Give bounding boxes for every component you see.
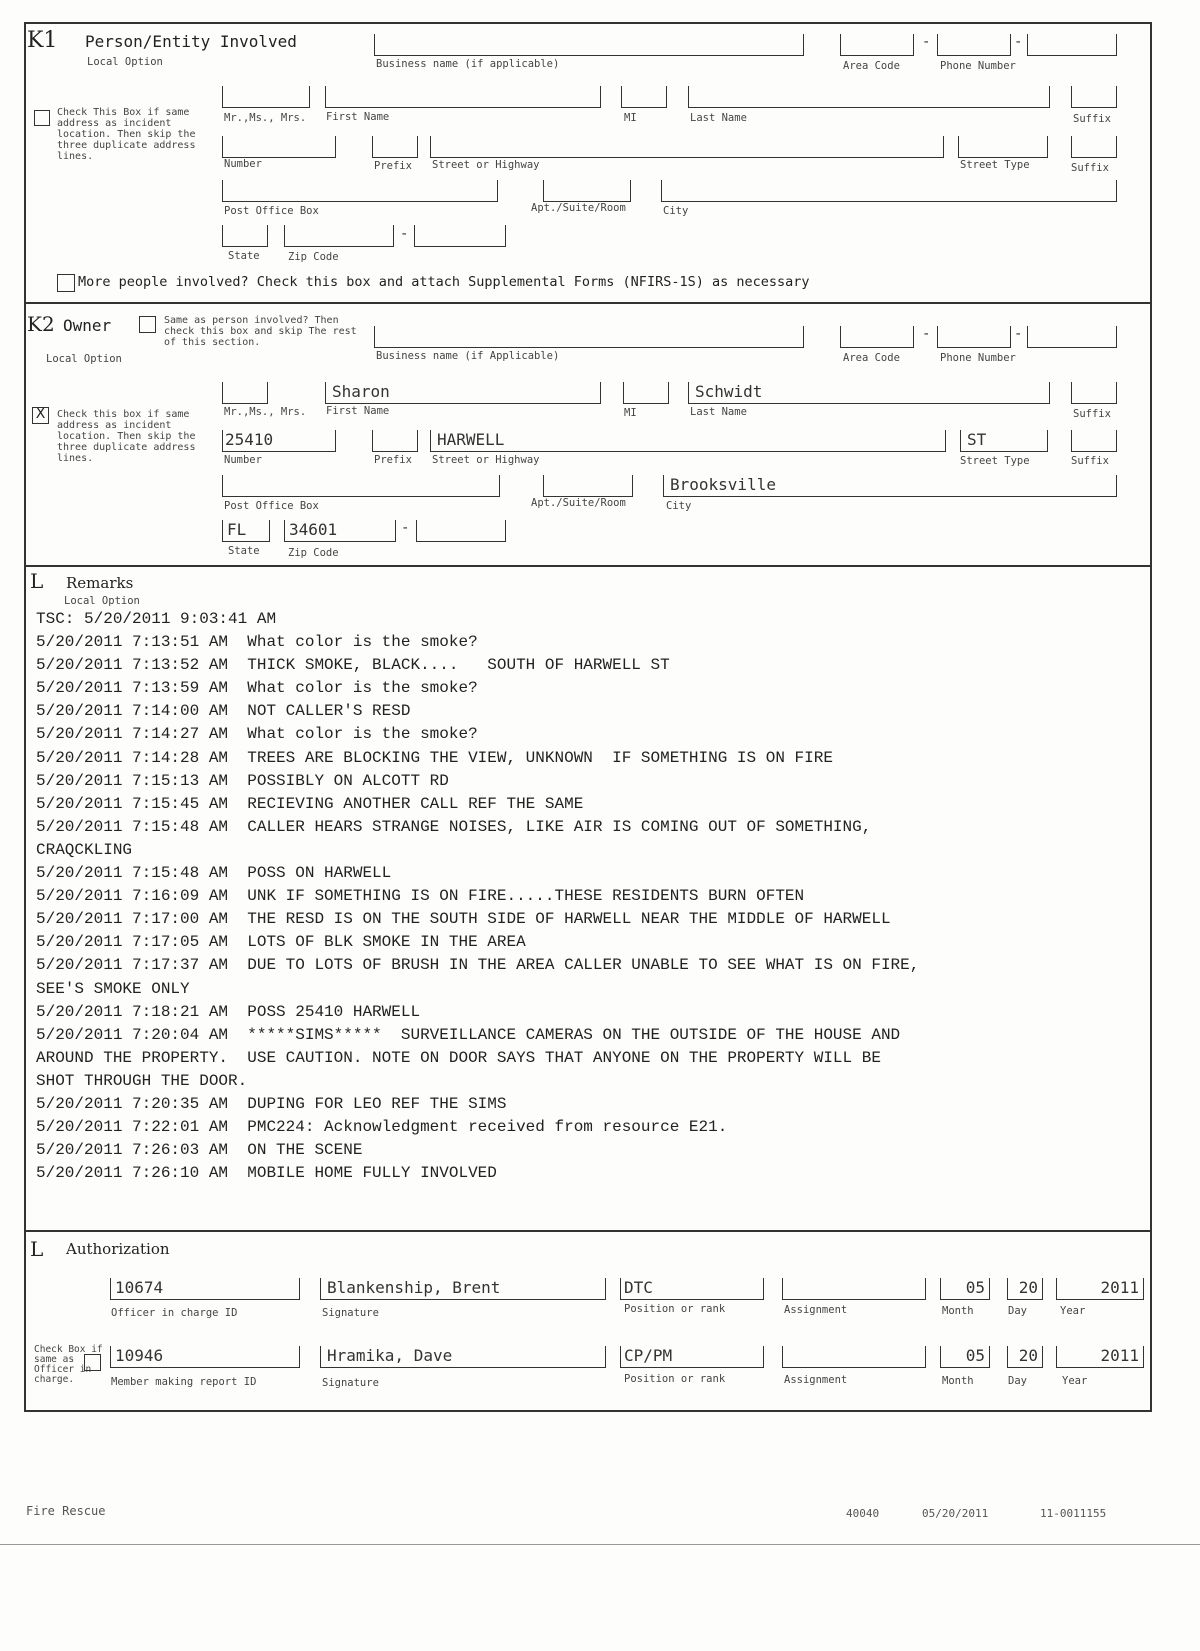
- k1-suffix-label: Suffix: [1073, 113, 1111, 125]
- member-id-field[interactable]: [110, 1346, 300, 1368]
- member-position-value: CP/PM: [624, 1346, 673, 1365]
- officer-signature-value: Blankenship, Brent: [327, 1278, 501, 1297]
- k1-state-field[interactable]: [222, 225, 268, 247]
- page-bottom-edge: [0, 1544, 1200, 1545]
- member-month-field[interactable]: [940, 1346, 990, 1368]
- k2-state-value: FL: [227, 520, 247, 539]
- k1-phone-dash-2: -: [1014, 34, 1023, 50]
- same-as-officer-checkbox[interactable]: [84, 1354, 101, 1371]
- k1-street-type-field[interactable]: [958, 136, 1048, 158]
- k1-same-address-label: Check This Box if same address as incident location. Then skip the three duplicate address lines.: [57, 107, 196, 162]
- k1-street-field[interactable]: [430, 136, 944, 158]
- k2-city-value: Brooksville: [670, 475, 776, 494]
- officer-year-field[interactable]: [1056, 1278, 1144, 1300]
- k1-last-name-field[interactable]: [688, 86, 1050, 108]
- k1-same-address-checkbox[interactable]: [34, 110, 50, 126]
- remark-line: 5/20/2011 7:17:00 AM THE RESD IS ON THE SOUTH SIDE OF HARWELL NEAR THE MIDDLE OF HARWELL: [36, 910, 891, 929]
- remarks-section-id: L: [30, 569, 44, 593]
- k1-zip-field[interactable]: [284, 225, 394, 247]
- member-year-value: 2011: [1100, 1346, 1139, 1365]
- member-assignment-field[interactable]: [782, 1346, 926, 1368]
- k2-first-name-label: First Name: [326, 405, 390, 417]
- remark-line: 5/20/2011 7:15:45 AM RECIEVING ANOTHER CALL REF THE SAME: [36, 794, 584, 813]
- authorization-title: Authorization: [66, 1240, 170, 1258]
- officer-signature-label: Signature: [322, 1307, 379, 1319]
- k1-mi-field[interactable]: [621, 86, 667, 108]
- k1-last-name-label: Last Name: [690, 112, 747, 124]
- k2-number-value: 25410: [225, 430, 274, 449]
- k2-phone-dash-2: -: [1014, 326, 1023, 342]
- k1-mr-label: Mr.,Ms., Mrs.: [224, 112, 307, 124]
- remarks-divider: [24, 565, 1152, 567]
- k2-street-value: HARWELL: [437, 430, 505, 449]
- k1-street-label: Street or Highway: [432, 159, 540, 171]
- k2-business-name-label: Business name (if Applicable): [376, 350, 560, 362]
- k2-same-address-checkbox[interactable]: X: [32, 407, 49, 424]
- officer-month-label: Month: [942, 1305, 974, 1317]
- officer-day-field[interactable]: [1007, 1278, 1043, 1300]
- officer-assignment-field[interactable]: [782, 1278, 926, 1300]
- k1-apt-field[interactable]: [543, 180, 631, 202]
- k1-po-box-label: Post Office Box: [224, 205, 319, 217]
- authorization-section-id: L: [30, 1237, 44, 1261]
- remark-line: 5/20/2011 7:16:09 AM UNK IF SOMETHING IS ON FIRE.....THESE RESIDENTS BURN OFTEN: [36, 887, 805, 906]
- k2-prefix-label: Prefix: [374, 454, 412, 466]
- remark-line: SEE'S SMOKE ONLY: [36, 979, 190, 998]
- member-position-label: Position or rank: [624, 1373, 726, 1385]
- remark-line: 5/20/2011 7:13:51 AM What color is the smoke?: [36, 633, 478, 652]
- footer-date: 05/20/2011: [922, 1507, 989, 1520]
- k2-same-address-label: Check this box if same address as incident location. Then skip the three duplicate address lines.: [57, 409, 196, 464]
- remark-line: CRAQCKLING: [36, 840, 133, 859]
- k2-mi-label: MI: [624, 407, 637, 419]
- officer-id-value: 10674: [115, 1278, 164, 1297]
- remark-line: 5/20/2011 7:13:59 AM What color is the smoke?: [36, 679, 478, 698]
- k2-same-as-person-checkbox[interactable]: [139, 316, 156, 333]
- k2-mr-field[interactable]: [222, 382, 268, 404]
- member-id-value: 10946: [115, 1346, 164, 1365]
- officer-id-field[interactable]: [110, 1278, 300, 1300]
- k2-state-label: State: [228, 545, 260, 557]
- k1-street-type-label: Street Type: [960, 159, 1030, 171]
- k1-mr-field[interactable]: [222, 86, 310, 108]
- k2-last-name-value: Schwidt: [695, 382, 763, 401]
- footer-code: 40040: [846, 1507, 880, 1520]
- member-month-value: 05: [965, 1346, 985, 1365]
- k1-local-option: Local Option: [87, 56, 163, 68]
- k1-prefix-label: Prefix: [374, 160, 412, 172]
- remark-line: 5/20/2011 7:22:01 AM PMC224: Acknowledgment received from resource E21.: [36, 1118, 728, 1137]
- k2-city-label: City: [666, 500, 692, 512]
- k2-divider: [24, 302, 1152, 304]
- k1-city-label: City: [663, 205, 689, 217]
- k2-city-field[interactable]: [663, 475, 1117, 497]
- k1-business-name-field[interactable]: [374, 34, 804, 56]
- footer-incident-number: 11-0011155: [1040, 1507, 1107, 1520]
- officer-month-field[interactable]: [940, 1278, 990, 1300]
- officer-position-field[interactable]: [620, 1278, 764, 1300]
- k2-mr-label: Mr.,Ms., Mrs.: [224, 406, 307, 418]
- k1-suffix-field[interactable]: [1071, 86, 1117, 108]
- remark-line: 5/20/2011 7:15:48 AM POSS ON HARWELL: [36, 864, 392, 883]
- remark-line: AROUND THE PROPERTY. USE CAUTION. NOTE ON DOOR SAYS THAT ANYONE ON THE PROPERTY WILL BE: [36, 1048, 881, 1067]
- k2-suffix-label: Suffix: [1073, 408, 1111, 420]
- remark-line: 5/20/2011 7:17:05 AM LOTS OF BLK SMOKE IN THE AREA: [36, 933, 526, 952]
- officer-signature-field[interactable]: [320, 1278, 606, 1300]
- k2-zip-value: 34601: [289, 520, 338, 539]
- remarks-log: [36, 608, 1136, 1185]
- k1-more-people-checkbox[interactable]: [57, 274, 75, 292]
- k2-zip-label: Zip Code: [288, 547, 339, 559]
- k2-number-field[interactable]: [222, 430, 336, 452]
- k1-first-name-label: First Name: [326, 111, 390, 123]
- k1-phone-dash: -: [922, 34, 931, 50]
- k2-title: Owner: [63, 316, 112, 335]
- k2-local-option: Local Option: [46, 353, 122, 365]
- k1-area-code-label: Area Code: [843, 60, 900, 72]
- member-signature-field[interactable]: [320, 1346, 606, 1368]
- authorization-divider: [24, 1230, 1152, 1232]
- k2-phone-prefix-field[interactable]: [937, 326, 1011, 348]
- k2-first-name-field[interactable]: [325, 382, 601, 404]
- officer-position-value: DTC: [624, 1278, 653, 1297]
- k2-same-as-person-label: Same as person involved? Then check this box and skip The rest of this section.: [164, 315, 357, 348]
- k2-street-type-label: Street Type: [960, 455, 1030, 467]
- officer-day-label: Day: [1008, 1305, 1027, 1317]
- remark-line: SHOT THROUGH THE DOOR.: [36, 1071, 248, 1090]
- remark-line: 5/20/2011 7:26:03 AM ON THE SCENE: [36, 1141, 363, 1160]
- member-signature-label: Signature: [322, 1377, 379, 1389]
- k2-phone-line-field[interactable]: [1027, 326, 1117, 348]
- k1-business-name-label: Business name (if applicable): [376, 58, 560, 70]
- k2-state-field[interactable]: [222, 520, 270, 542]
- remark-line: 5/20/2011 7:14:00 AM NOT CALLER'S RESD: [36, 702, 411, 721]
- remarks-local-option: Local Option: [64, 595, 140, 607]
- k2-business-name-field[interactable]: [374, 326, 804, 348]
- officer-month-value: 05: [965, 1278, 985, 1297]
- k2-area-code-field[interactable]: [840, 326, 914, 348]
- member-day-value: 20: [1018, 1346, 1038, 1365]
- k2-apt-field[interactable]: [543, 475, 633, 497]
- k2-phone-dash: -: [922, 326, 931, 342]
- k1-phone-label: Phone Number: [940, 60, 1016, 72]
- footer-department: Fire Rescue: [26, 1504, 106, 1518]
- k1-city-field[interactable]: [661, 180, 1117, 202]
- officer-position-label: Position or rank: [624, 1303, 726, 1315]
- k2-prefix-field[interactable]: [372, 430, 418, 452]
- remarks-title: Remarks: [66, 574, 134, 592]
- k2-street-field[interactable]: [430, 430, 946, 452]
- officer-year-label: Year: [1060, 1305, 1086, 1317]
- member-year-field[interactable]: [1056, 1346, 1144, 1368]
- k2-zip-dash: -: [401, 520, 410, 536]
- k1-prefix-field[interactable]: [372, 136, 418, 158]
- k1-po-box-field[interactable]: [222, 180, 498, 202]
- member-signature-value: Hramika, Dave: [327, 1346, 453, 1365]
- member-assignment-label: Assignment: [784, 1374, 848, 1386]
- remark-line: 5/20/2011 7:26:10 AM MOBILE HOME FULLY INVOLVED: [36, 1164, 497, 1183]
- remark-line: 5/20/2011 7:14:28 AM TREES ARE BLOCKING THE VIEW, UNKNOWN IF SOMETHING IS ON FIRE: [36, 748, 833, 767]
- officer-id-label: Officer in charge ID: [111, 1307, 238, 1319]
- k2-section-id: K2: [27, 312, 55, 336]
- k2-number-label: Number: [224, 454, 262, 466]
- member-year-label: Year: [1062, 1375, 1088, 1387]
- k1-mi-label: MI: [624, 112, 637, 124]
- member-month-label: Month: [942, 1375, 974, 1387]
- k1-title: Person/Entity Involved: [85, 32, 297, 51]
- k2-first-name-value: Sharon: [332, 382, 390, 401]
- k2-po-box-label: Post Office Box: [224, 500, 319, 512]
- k2-apt-label: Apt./Suite/Room: [531, 497, 626, 509]
- k2-street-type-field[interactable]: [960, 430, 1048, 452]
- k2-phone-label: Phone Number: [940, 352, 1016, 364]
- k1-zip-dash: -: [400, 226, 409, 242]
- remark-line: 5/20/2011 7:18:21 AM POSS 25410 HARWELL: [36, 1002, 421, 1021]
- officer-day-value: 20: [1018, 1278, 1038, 1297]
- remark-line: 5/20/2011 7:20:04 AM *****SIMS***** SURVEILLANCE CAMERAS ON THE OUTSIDE OF THE HOUSE AND: [36, 1025, 901, 1044]
- remark-line: 5/20/2011 7:15:13 AM POSSIBLY ON ALCOTT RD: [36, 771, 449, 790]
- k2-street-type-value: ST: [967, 430, 987, 449]
- k2-area-code-label: Area Code: [843, 352, 900, 364]
- k2-mi-field[interactable]: [623, 382, 669, 404]
- k1-number-field[interactable]: [222, 136, 336, 158]
- member-day-field[interactable]: [1007, 1346, 1043, 1368]
- k1-phone-prefix-field[interactable]: [937, 34, 1011, 56]
- k2-suffix2-field[interactable]: [1071, 430, 1117, 452]
- remark-line: 5/20/2011 7:14:27 AM What color is the smoke?: [36, 725, 478, 744]
- k2-suffix2-label: Suffix: [1071, 455, 1109, 467]
- k1-first-name-field[interactable]: [325, 86, 601, 108]
- remark-line: TSC: 5/20/2011 9:03:41 AM: [36, 610, 277, 628]
- k2-last-name-field[interactable]: [688, 382, 1050, 404]
- member-id-label: Member making report ID: [111, 1376, 257, 1388]
- officer-year-value: 2011: [1100, 1278, 1139, 1297]
- k1-apt-label: Apt./Suite/Room: [531, 202, 626, 214]
- k1-area-code-field[interactable]: [840, 34, 914, 56]
- same-as-officer-label: Check Box if same as Officer in charge.: [34, 1344, 103, 1385]
- k2-zip-field[interactable]: [284, 520, 396, 542]
- k2-street-label: Street or Highway: [432, 454, 540, 466]
- member-day-label: Day: [1008, 1375, 1027, 1387]
- k1-more-people-label: More people involved? Check this box and attach Supplemental Forms (NFIRS-1S) as necessary: [78, 274, 810, 290]
- k2-last-name-label: Last Name: [690, 406, 747, 418]
- k2-suffix-field[interactable]: [1071, 382, 1117, 404]
- k1-suffix2-label: Suffix: [1071, 162, 1109, 174]
- k1-zip4-field[interactable]: [414, 225, 506, 247]
- officer-assignment-label: Assignment: [784, 1304, 848, 1316]
- k2-po-box-field[interactable]: [222, 475, 500, 497]
- remark-line: 5/20/2011 7:13:52 AM THICK SMOKE, BLACK.... SOUTH OF HARWELL ST: [36, 656, 670, 675]
- k1-suffix2-field[interactable]: [1071, 136, 1117, 158]
- k2-zip4-field[interactable]: [416, 520, 506, 542]
- k1-zip-label: Zip Code: [288, 251, 339, 263]
- k1-state-label: State: [228, 250, 260, 262]
- remark-line: 5/20/2011 7:15:48 AM CALLER HEARS STRANGE NOISES, LIKE AIR IS COMING OUT OF SOMETHING,: [36, 817, 872, 836]
- k1-number-label: Number: [224, 158, 262, 170]
- remark-line: 5/20/2011 7:20:35 AM DUPING FOR LEO REF THE SIMS: [36, 1094, 507, 1113]
- k1-phone-line-field[interactable]: [1027, 34, 1117, 56]
- k1-section-id: K1: [27, 28, 58, 53]
- member-position-field[interactable]: [620, 1346, 764, 1368]
- remark-line: 5/20/2011 7:17:37 AM DUE TO LOTS OF BRUSH IN THE AREA CALLER UNABLE TO SEE WHAT IS ON FIRE,: [36, 956, 920, 975]
